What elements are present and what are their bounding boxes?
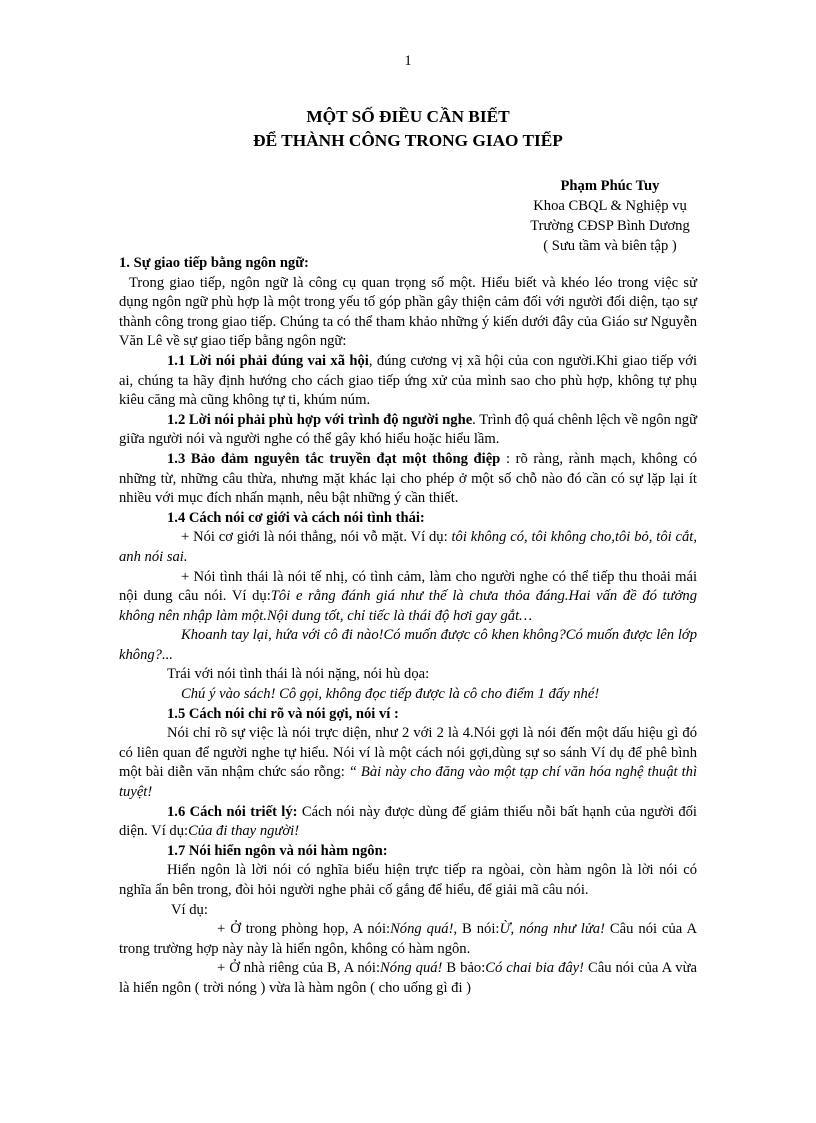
section-1-5-body: Nói chỉ rõ sự việc là nói trực diện, như 2 với 2 là 4.Nói gợi là nói đến một dấu hiệu gì đó có liên quan để người nghe tự hiểu. Nói ví là một cách nói gợi,dùng sự so sánh Ví dụ để phê bình một bài diễn văn nhậm chức sáo rỗng: [119, 725, 697, 781]
section-1-4-b-example: Tôi e rằng đánh giá như thế là chưa thỏa đáng.Hai vấn đề đó tưởng không nên nhập làm một.Nội dung tốt, chỉ tiếc là thái độ hơi gay gắt… [119, 588, 698, 624]
section-1-heading: 1. Sự giao tiếp bằng ngôn ngữ: [119, 255, 309, 271]
ex2-part-a: + Ở nhà riêng của B, A nói: [217, 960, 381, 977]
ex2-part-b: B bảo: [442, 960, 486, 977]
page-number: 1 [404, 53, 412, 69]
section-1-7-text: Hiển ngôn là lời nói có nghĩa biểu hiện trực tiếp ra ngòai, còn hàm ngôn là lời nói có nghĩa ẩn bên trong, đòi hỏi người nghe phải cố gắng để hiểu, để giải mã câu nói. [119, 862, 697, 898]
section-1-4-heading: 1.4 Cách nói cơ giới và cách nói tình thái: [167, 509, 425, 526]
document-title [0, 105, 816, 153]
author-note: ( Sưu tầm và biên tập ) [543, 238, 677, 254]
section-1-4-a-text: + Nói cơ giới là nói thẳng, nói vỗ mặt. Ví dụ: [181, 529, 452, 546]
section-1-1 [119, 352, 697, 411]
title-line-2: ĐỂ THÀNH CÔNG TRONG GIAO TIẾP [253, 131, 563, 150]
section-1-2-text: . Trình độ quá chênh lệch về ngôn ngữ giữa người nói và người nghe có thể gây khó hiểu hoặc hiểu lầm. [119, 411, 697, 448]
document-body [119, 254, 697, 999]
section-1-4-b-text: + Nói tình thái là nói tế nhị, có tình cảm, làm cho người nghe có thể tiếp thu thoải mái nội dung câu nói. Ví dụ: [119, 568, 697, 605]
section-1-2-title: 1.2 Lời nói phải phù hợp với trình độ người nghe [167, 411, 473, 428]
section-1-3-text: : rõ ràng, rành mạch, không có những từ, những câu thừa, nhưng mặt khác lại cho phép ở một số chỗ nào đó cần có sự lặp lại ít nhiều với mục đích nhấn mạnh, nêu bật những ý cần thiết. [119, 450, 697, 507]
section-1-2 [119, 411, 697, 450]
section-1-4-e-example: Chú ý vào sách! Cô gọi, không đọc tiếp được là cô cho điểm 1 đấy nhé! [181, 686, 600, 703]
section-1-7-heading: 1.7 Nói hiển ngôn và nói hàm ngôn: [167, 842, 388, 859]
section-1-6-text: Cách nói này được dùng để giảm thiểu nỗi bất hạnh của người đối diện. Ví dụ: [119, 803, 697, 840]
ex1-part-a: + Ở trong phòng họp, A nói: [217, 921, 391, 938]
section-1-1-text: , đúng cương vị xã hội của con người.Khi giao tiếp với ai, chúng ta hãy định hướng cho cách giao tiếp ứng xử của mình sao cho phù hợp, không tự phụ kiêu căng mà cũng không tự ti, khúm núm. [119, 352, 697, 409]
author-school: Trường CĐSP Bình Dương [530, 218, 690, 234]
author-block [500, 176, 720, 256]
section-1-4-point-b [119, 568, 697, 627]
title-line-1: MỘT SỐ ĐIỀU CẦN BIẾT [306, 107, 510, 126]
section-1-4-a-example: tôi không có, tôi không cho,tôi bỏ, tôi cắt, anh nói sai. [119, 529, 697, 565]
section-1-7-vidu: Ví dụ: [171, 901, 208, 918]
ex2-quote-b: Có chai bia đây! [485, 960, 584, 977]
section-1-intro: Trong giao tiếp, ngôn ngữ là công cụ quan trọng số một. Hiểu biết và khéo léo trong việc sử dụng ngôn ngữ phù hợp là một trong yếu tố góp phần gây thiện cảm đối với người đối diện, tạo sự thành công trong giao tiếp. Chúng ta có thể tham khảo những ý kiến dưới đây của Giáo sư Nguyễn Văn Lê về sự giao tiếp bằng ngôn ngữ: [119, 274, 697, 350]
ex1-part-c: Câu nói của A trong trường hợp này này là hiển ngôn, không có hàm ngôn. [119, 921, 697, 957]
author-name: Phạm Phúc Tuy [560, 178, 660, 194]
section-1-5-example: “ Bài này cho đăng vào một tạp chí văn hóa nghệ thuật thì tuyệt! [119, 764, 697, 801]
section-1-4-point-e [119, 685, 697, 705]
section-1-6 [119, 803, 697, 842]
section-1-5-text [119, 724, 697, 802]
section-1-3 [119, 450, 697, 509]
section-1-4-c-example: Khoanh tay lại, hứa với cô đi nào!Có muốn được cô khen không?Có muốn được lên lớp không?... [119, 627, 697, 663]
section-1-1-title: 1.1 Lời nói phải đúng vai xã hội [167, 352, 369, 369]
section-1-6-example: Của đi thay người! [188, 823, 300, 840]
section-1-3-title: 1.3 Bảo đảm nguyên tắc truyền đạt một thông điệp [167, 450, 501, 467]
ex2-quote-a: Nóng quá! [380, 960, 443, 977]
ex1-part-b: , B nói: [453, 921, 500, 938]
section-1-6-title: 1.6 Cách nói triết lý: [167, 803, 298, 820]
section-1-4-point-d: Trái với nói tình thái là nói nặng, nói hù dọa: [167, 666, 430, 683]
ex2-part-c: Câu nói của A vừa là hiển ngôn ( trời nóng ) vừa là hàm ngôn ( cho uống gì đi ) [119, 960, 697, 996]
author-dept: Khoa CBQL & Nghiệp vụ [533, 198, 687, 214]
ex1-quote-b: Ừ, nóng như lửa! [499, 921, 605, 938]
section-1-5-heading: 1.5 Cách nói chỉ rõ và nói gợi, nói ví : [167, 705, 399, 722]
section-1-4-point-c [119, 626, 697, 665]
section-1-7-example-2 [119, 959, 697, 998]
section-1-4-point-a [119, 528, 697, 567]
ex1-quote-a: Nóng quá! [390, 921, 454, 938]
section-1-7-example-1 [119, 920, 697, 959]
